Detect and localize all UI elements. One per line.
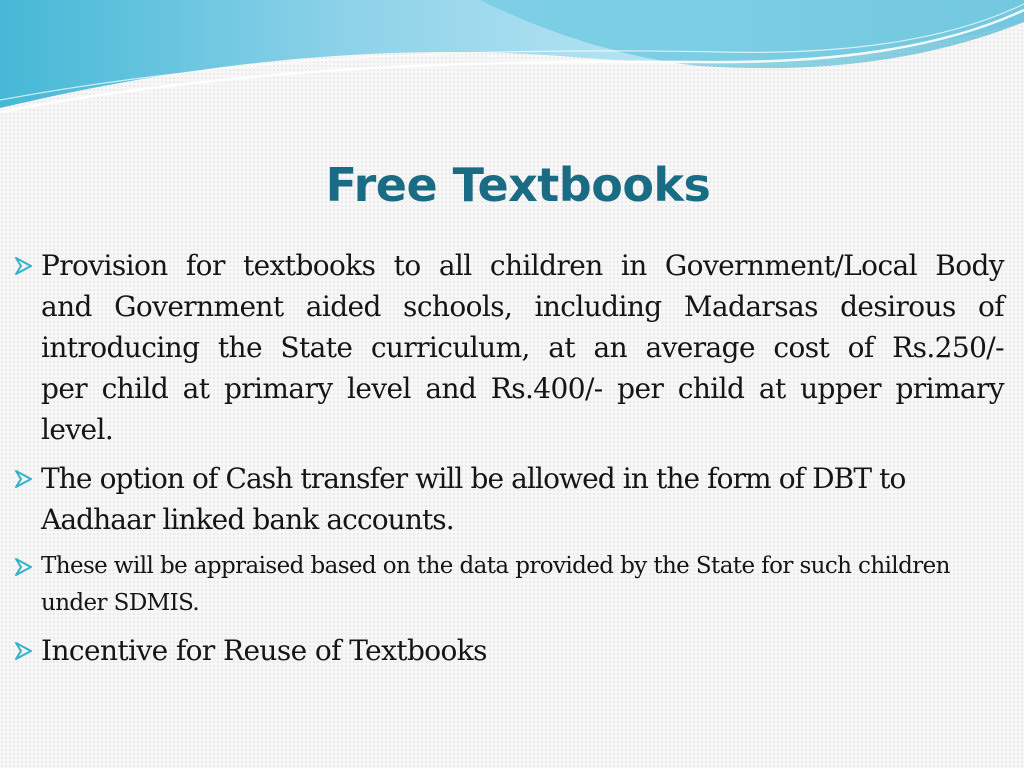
bullet-text: Provision for textbooks to all children in Government/Local Body and Government aided schools, including Madarsas desirous of introducing the State curriculum, at an average cost of Rs.250/- per child at primary level and Rs.400/- per child at upper primary level. bbox=[41, 249, 1004, 446]
header-wave-dark bbox=[480, 0, 1024, 68]
slide-title: Free Textbooks bbox=[325, 158, 711, 212]
bullet-item-cash-transfer bbox=[14, 458, 1004, 540]
header-wave-banner bbox=[0, 0, 1024, 120]
bullet-text: These will be appraised based on the data provided by the State for such children under SDMIS. bbox=[41, 553, 950, 616]
bullet-item-appraisal bbox=[14, 548, 1004, 622]
arrow-bullet-icon bbox=[14, 469, 34, 489]
bullet-item-provision bbox=[14, 245, 1004, 450]
bullet-item-reuse-incentive bbox=[14, 630, 1004, 671]
arrow-bullet-icon bbox=[14, 641, 34, 661]
bullet-text: The option of Cash transfer will be allowed in the form of DBT to Aadhaar linked bank accounts. bbox=[41, 462, 906, 536]
bullet-text: Incentive for Reuse of Textbooks bbox=[41, 634, 487, 667]
arrow-bullet-icon bbox=[14, 256, 34, 276]
arrow-bullet-icon bbox=[14, 557, 34, 577]
